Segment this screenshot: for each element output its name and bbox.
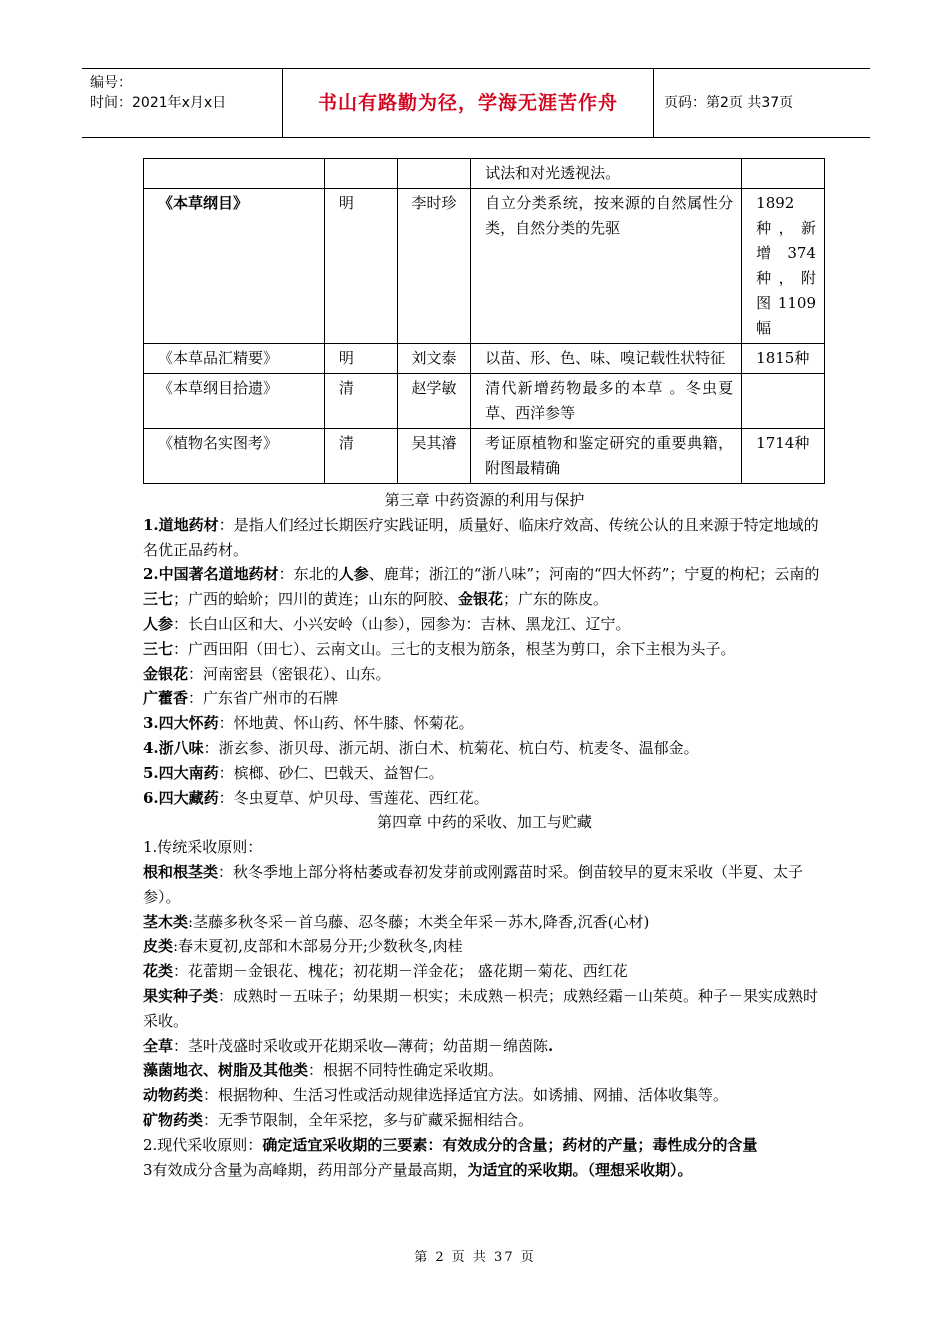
document-body — [143, 488, 826, 1182]
table-cell — [144, 159, 325, 189]
paragraph-bark — [143, 934, 826, 959]
header-motto: 书山有路勤为径，学海无涯苦作舟 — [317, 92, 618, 114]
term-text: ：无季节限制，全年采挖，多与矿藏采掘相结合。 — [203, 1110, 534, 1129]
table-cell-author: 刘文泰 — [397, 344, 471, 374]
table-row — [144, 374, 825, 429]
term-label: 全草 — [143, 1036, 174, 1055]
term-label: 果实种子类 — [143, 986, 219, 1005]
paragraph-sida-huaiyao — [143, 711, 826, 736]
term-text: ；广西的蛤蚧；四川的黄连；山东的阿胶、 — [173, 590, 459, 609]
term-text: ：河南密县（密银花）、山东。 — [188, 664, 391, 683]
term-text: ：广东省广州市的石牌 — [188, 689, 339, 708]
term-text: :春末夏初,皮部和木部易分开;少数秋冬,肉桂 — [173, 937, 463, 956]
term-label: 人参 — [143, 614, 174, 633]
term-highlight: 三七 — [143, 590, 174, 609]
paragraph-flower — [143, 959, 826, 984]
term-label: 3.四大怀药 — [143, 714, 219, 733]
header-motto-cell — [282, 69, 654, 137]
term-label: 茎木类 — [143, 912, 189, 931]
table-row — [144, 344, 825, 374]
table-cell-book-title: 《本草纲目》 — [144, 189, 325, 344]
term-text: ：怀地黄、怀山药、怀牛膝、怀菊花。 — [218, 714, 474, 733]
term-text: ：成熟时－五味子；幼果期－枳实；未成熟－枳壳；成熟经霜－山茱萸。种子－果实成熟时采收。 — [143, 986, 819, 1030]
term-label: 2.中国著名道地药材 — [143, 565, 279, 584]
term-highlight: 人参 — [338, 565, 369, 584]
term-label: 5.四大南药 — [143, 763, 219, 782]
term-text: ：冬虫夏草、炉贝母、雪莲花、西红花。 — [218, 788, 489, 807]
paragraph-modern-principle — [143, 1133, 826, 1158]
table-cell-count: 1714种 — [742, 429, 825, 484]
chapter-4-title: 第四章 中药的采收、加工与贮藏 — [377, 813, 592, 832]
table-cell-description: 以苗、形、色、味、嗅记载性状特征 — [471, 344, 742, 374]
term-text: ：秋冬季地上部分将枯萎或春初发芽前或刚露苗时采。倒苗较早的夏末采收（半夏、太子参）。 — [143, 862, 804, 906]
table-cell-book-title: 《本草纲目拾遗》 — [144, 374, 325, 429]
table-row — [144, 429, 825, 484]
term-label: 藻菌地衣、树脂及其他类 — [143, 1061, 309, 1080]
term-text: ：根据物种、生活习性或活动规律选择适宜方法。如诱捕、网捕、活体收集等。 — [203, 1086, 729, 1105]
term-text: 、鹿茸；浙江的“浙八味”；河南的“四大怀药”；宁夏的枸杞；云南的 — [368, 565, 820, 584]
table-row — [144, 159, 825, 189]
term-text: ：是指人们经过长期医疗实践证明，质量好、临床疗效高、传统公认的且来源于特定地域的名优正品药材。 — [143, 515, 819, 559]
term-label: 三七 — [143, 639, 174, 658]
paragraph-sida-nanyao — [143, 761, 826, 786]
term-text: ：茎叶茂盛时采收或开花期采收—薄荷；幼苗期－绵茵陈 — [173, 1036, 549, 1055]
paragraph-zhebawei — [143, 736, 826, 761]
term-label: 广藿香 — [143, 689, 189, 708]
paragraph-ideal-harvest — [143, 1158, 826, 1183]
table-row — [144, 189, 825, 344]
header-date: 时间：2021年x月x日 — [90, 95, 227, 111]
term-label: 6.四大藏药 — [143, 788, 219, 807]
paragraph-stem — [143, 910, 826, 935]
table-cell-author: 吴其濬 — [397, 429, 471, 484]
term-text: ；广东的陈皮。 — [503, 590, 609, 609]
table-cell-description: 自立分类系统，按来源的自然属性分类，自然分类的先驱 — [471, 189, 742, 344]
term-text: ：浙玄参、浙贝母、浙元胡、浙白术、杭菊花、杭白芍、杭麦冬、温郁金。 — [203, 738, 699, 757]
term-text: 3有效成分含量为高峰期，药用部分产量最高期， — [143, 1160, 468, 1179]
table-cell-book-title: 《植物名实图考》 — [144, 429, 325, 484]
term-label: 1.道地药材 — [143, 515, 219, 534]
table-cell-count: 1892种，新增374种，附图1109幅 — [742, 189, 825, 344]
header-meta — [82, 69, 282, 137]
paragraph-famous-daodi — [143, 562, 826, 612]
paragraph-traditional-principle: 1.传统采收原则： — [143, 838, 263, 857]
paragraph-algae — [143, 1058, 826, 1083]
term-text: ：东北的 — [278, 565, 339, 584]
table-cell-book-title: 《本草品汇精要》 — [144, 344, 325, 374]
page-header — [82, 68, 870, 138]
paragraph-root — [143, 860, 826, 910]
table-cell-description: 清代新增药物最多的本草 。冬虫夏草、西洋参等 — [471, 374, 742, 429]
header-page-number: 页码：第2页 共37页 — [664, 95, 794, 111]
paragraph-animal — [143, 1083, 826, 1108]
table-cell-description: 考证原植物和鉴定研究的重要典籍，附图最精确 — [471, 429, 742, 484]
table-cell-count — [742, 374, 825, 429]
herbal-books-table — [143, 158, 825, 484]
term-label: 皮类 — [143, 937, 174, 956]
term-text: 确定适宜采收期的三要素：有效成分的含量；药材的产量；毒性成分的含量 — [262, 1135, 758, 1154]
term-label: 2.现代采收原则： — [143, 1135, 263, 1154]
term-label: 金银花 — [143, 664, 189, 683]
term-highlight: 金银花 — [458, 590, 504, 609]
term-text: ：广西田阳（田七）、云南文山。三七的支根为筋条，根茎为剪口，余下主根为头子。 — [173, 639, 736, 658]
paragraph-sanqi — [143, 637, 826, 662]
header-page-cell — [654, 69, 870, 137]
table-cell-dynasty: 明 — [324, 189, 397, 344]
table-cell-author: 李时珍 — [397, 189, 471, 344]
term-label: 矿物药类 — [143, 1110, 204, 1129]
term-text: ：长白山区和大、小兴安岭（山参），园参为：吉林、黑龙江、辽宁。 — [173, 614, 631, 633]
paragraph-jinyinhua — [143, 662, 826, 687]
term-highlight: 为适宜的采收期。（理想采收期）。 — [467, 1160, 693, 1179]
table-cell-dynasty: 清 — [324, 374, 397, 429]
term-text: ：根据不同特性确定采收期。 — [308, 1061, 504, 1080]
table-cell-dynasty: 明 — [324, 344, 397, 374]
term-label: 动物药类 — [143, 1086, 204, 1105]
paragraph-mineral — [143, 1108, 826, 1133]
table-cell — [742, 159, 825, 189]
table-cell — [324, 159, 397, 189]
term-text: . — [548, 1036, 554, 1055]
paragraph-sida-zangyao — [143, 786, 826, 811]
table-cell-author: 赵学敏 — [397, 374, 471, 429]
table-cell: 试法和对光透视法。 — [471, 159, 742, 189]
table-cell-dynasty: 清 — [324, 429, 397, 484]
term-label: 根和根茎类 — [143, 862, 219, 881]
term-label: 花类 — [143, 962, 174, 981]
chapter-3-title: 第三章 中药资源的利用与保护 — [384, 491, 585, 509]
table-cell — [397, 159, 471, 189]
header-number: 编号： — [90, 75, 132, 91]
paragraph-daodi-definition — [143, 513, 826, 563]
term-text: ：花蕾期－金银花、槐花；初花期－洋金花； 盛花期－菊花、西红花 — [173, 962, 628, 981]
paragraph-guanghuoxiang — [143, 686, 826, 711]
table-cell-count: 1815种 — [742, 344, 825, 374]
paragraph-renshen — [143, 612, 826, 637]
page-footer: 第 2 页 共 37 页 — [414, 1250, 536, 1265]
paragraph-fruit — [143, 984, 826, 1034]
term-label: 4.浙八味 — [143, 738, 204, 757]
paragraph-herb — [143, 1034, 826, 1059]
term-text: :茎藤多秋冬采－首乌藤、忍冬藤；木类全年采－苏木,降香,沉香(心材) — [188, 912, 650, 931]
term-text: ：槟榔、砂仁、巴戟天、益智仁。 — [218, 763, 444, 782]
